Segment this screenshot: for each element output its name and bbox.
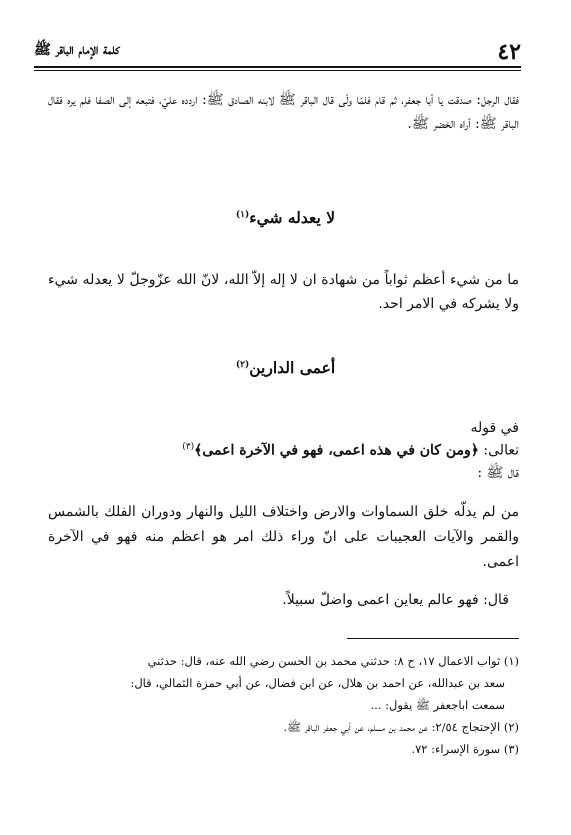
verse-footnote-ref: (٣) — [182, 442, 195, 452]
heading-2-text: أعمى الدارين — [249, 358, 336, 377]
verse-intro: في قوله — [470, 420, 519, 436]
book-title: كلمة الإمام الباقر ﷺ — [34, 42, 120, 58]
heading-1-text: لا يعدله شيء — [249, 208, 336, 227]
footnote-rule — [347, 638, 519, 639]
paragraph-4: قال: فهو عالم يعاين اعمى واضلّ سبيلاً. — [282, 592, 509, 608]
paragraph-1: فقال الرجل: صدقت يا أبا جعفر، ثم قام فلمّا ولّى قال الباقر ﷺ لابنه الصادق ﷺ: اردده عليّ، فتبعه إلى الصفا فلم يره فقال الباقر ﷺ: أراه الخضر ﷺ. — [48, 92, 519, 132]
header-rule — [34, 66, 521, 68]
heading-1-footnote-ref: (١) — [235, 209, 250, 220]
quran-verse-line — [182, 442, 519, 459]
header-rule-thin — [34, 70, 521, 71]
footnote-1-line-2: سعد بن عبدالله، عن احمد بن هلال، عن ابن فضال، عن أبي حمزة الثمالي، قال: — [130, 676, 505, 690]
paragraph-2: ما من شيء أعظم ثواباً من شهادة ان لا إله إلاّ الله، لانّ الله عزّوجلّ لا يعدله شيء ولا يشركه في الامر احد. — [48, 272, 519, 312]
footnote-2: (٢) الإحتجاج ٢/٥٤: عن محمد بن مسلم، عن أبي جعفر الباقر ﷺ. — [283, 720, 519, 734]
heading-2-footnote-ref: (٢) — [235, 359, 250, 370]
page-header — [34, 34, 521, 64]
page-number: ٤٢ — [497, 39, 521, 65]
said-line: قال ﷺ : — [477, 465, 519, 481]
footnotes — [40, 650, 519, 760]
quran-verse: ﴿ومن كان في هذه اعمى، فهو في الآخرة اعمى﴾ — [194, 442, 479, 459]
paragraph-3: من لم يدلّه خلق السماوات والارض واختلاف الليل والنهار ودوران الفلك بالشمس والقمر والآيات العجيبات على انّ وراء ذلك امر هو اعظم منه فهو في الآخرة اعمى. — [48, 504, 519, 570]
footnote-1-line-3: سمعت اباجعفر ﷺ يقول: ... — [370, 698, 505, 712]
section-heading-2 — [0, 358, 571, 377]
footnote-1-line-1: (١) ثواب الاعمال ١٧، ح ٨: حدثني محمد بن الحسن رضي الله عنه، قال: حدثني — [147, 654, 519, 668]
footnote-3: (٣) سورة الإسراء: ٧٢. — [411, 742, 519, 756]
section-heading-1 — [0, 208, 571, 227]
verse-prefix: تعالى: — [478, 442, 519, 459]
